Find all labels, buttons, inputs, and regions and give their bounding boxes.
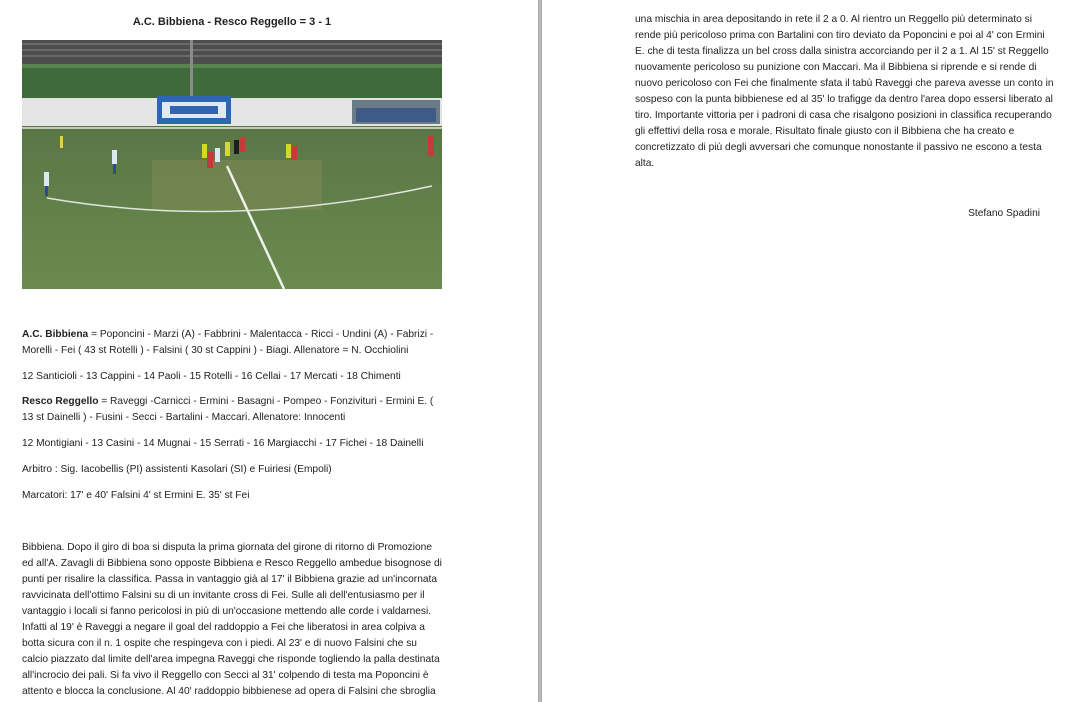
article-title: A.C. Bibbiena - Resco Reggello = 3 - 1: [132, 16, 332, 28]
team-b-name: Resco Reggello: [22, 396, 99, 407]
team-a-players: = Poponcini - Marzi (A) - Fabbrini - Malentacca - Ricci - Undini (A) - Fabrizi - Morelli - Fei ( 43 st Rotelli ) - Falsini ( 30 st Cappini ) - Biagi. Allenatore = N. Occhiolini: [22, 329, 434, 356]
team-b-lineup: [22, 394, 442, 426]
team-a-lineup: [22, 327, 442, 359]
referee-line: Arbitro : Sig. Iacobellis (PI) assistenti Kasolari (SI) e Fuiriesi (Empoli): [22, 464, 332, 475]
team-b-players: = Raveggi -Carnicci - Ermini - Basagni - Pompeo - Fonzivituri - Ermini E. ( 13 st Dainelli ) - Fusini - Secci - Bartalini - Maccari. Allenatore: Innocenti: [22, 396, 434, 423]
scorers-line: Marcatori: 17' e 40' Falsini 4' st Ermini E. 35' st Fei: [22, 490, 250, 501]
team-a-name: A.C. Bibbiena: [22, 329, 89, 340]
team-b-substitutes: 12 Montigiani - 13 Casini - 14 Mugnai - 15 Serrati - 16 Margiacchi - 17 Fichei - 18 Dainelli: [22, 438, 424, 449]
author-signature: Stefano Spadini: [968, 208, 1040, 219]
match-photo: [22, 40, 442, 289]
article-body-left: Bibbiena. Dopo il giro di boa si disputa la prima giornata del girone di ritorno di Promozione ed all'A. Zavagli di Bibbiena sono opposte Bibbiena e Resco Reggello ambedue bisognose di punti per risalire la classifica. Passa in vantaggio già al 17' il Bibbiena grazie ad un'incornata ravvicinata dell'ottimo Falsini su di un invitante cross di Fei. Sulle ali dell'entusiasmo per il vantaggio i locali si fanno pericolosi in più di un'occasione mettendo alle corde i valdarnesi. Infatti al 19' è Raveggi a negare il goal del raddoppio a Fei che liberatosi in area colpiva a botta sicura con il n. 1 ospite che respingeva con i piedi. Al 23' e di nuovo Falsini che su calcio piazzato dal limite dell'area impegna Raveggi che risponde togliendo la palla destinata all'incrocio dei pali. Si fa vivo il Reggello con Secci al 31' colpendo di testa ma Poponcini è attento e blocca la conclusione. Al 40' raddoppio bibbienese ad opera di Falsini che sbroglia: [22, 542, 442, 697]
right-page: [542, 0, 1068, 702]
article-body-right: una mischia in area depositando in rete il 2 a 0. Al rientro un Reggello più determinato si rende più pericoloso prima con Bartalini con tiro deviato da Poponcini e poi al 4' con Ermini E. che di testa finalizza un bel cross dalla sinistra accorciando per il 2 a 1. Al 15' st Reggello nuovamente pericoloso su punizione con Maccari. Ma il Bibbiena si riprende e si rende di nuovo pericoloso con Fei che finalmente sfata il tabù Raveggi che pareva avesse un conto in sospeso con la punta bibbienese ed al 35' lo trafigge da dentro l'area dopo essersi liberato al tiro. Importante vittoria per i padroni di casa che risalgono posizioni in classifica recuperando gli effettivi della rosa e morale. Risultato finale giusto con il Bibbiena che ha creato e concretizzato di più degli avversari che comunque nonostante il passivo ne escono a testa alta.: [635, 14, 1054, 169]
team-a-substitutes: 12 Santicioli - 13 Cappini - 14 Paoli - 15 Rotelli - 16 Cellai - 17 Mercati - 18 Chimenti: [22, 371, 401, 382]
